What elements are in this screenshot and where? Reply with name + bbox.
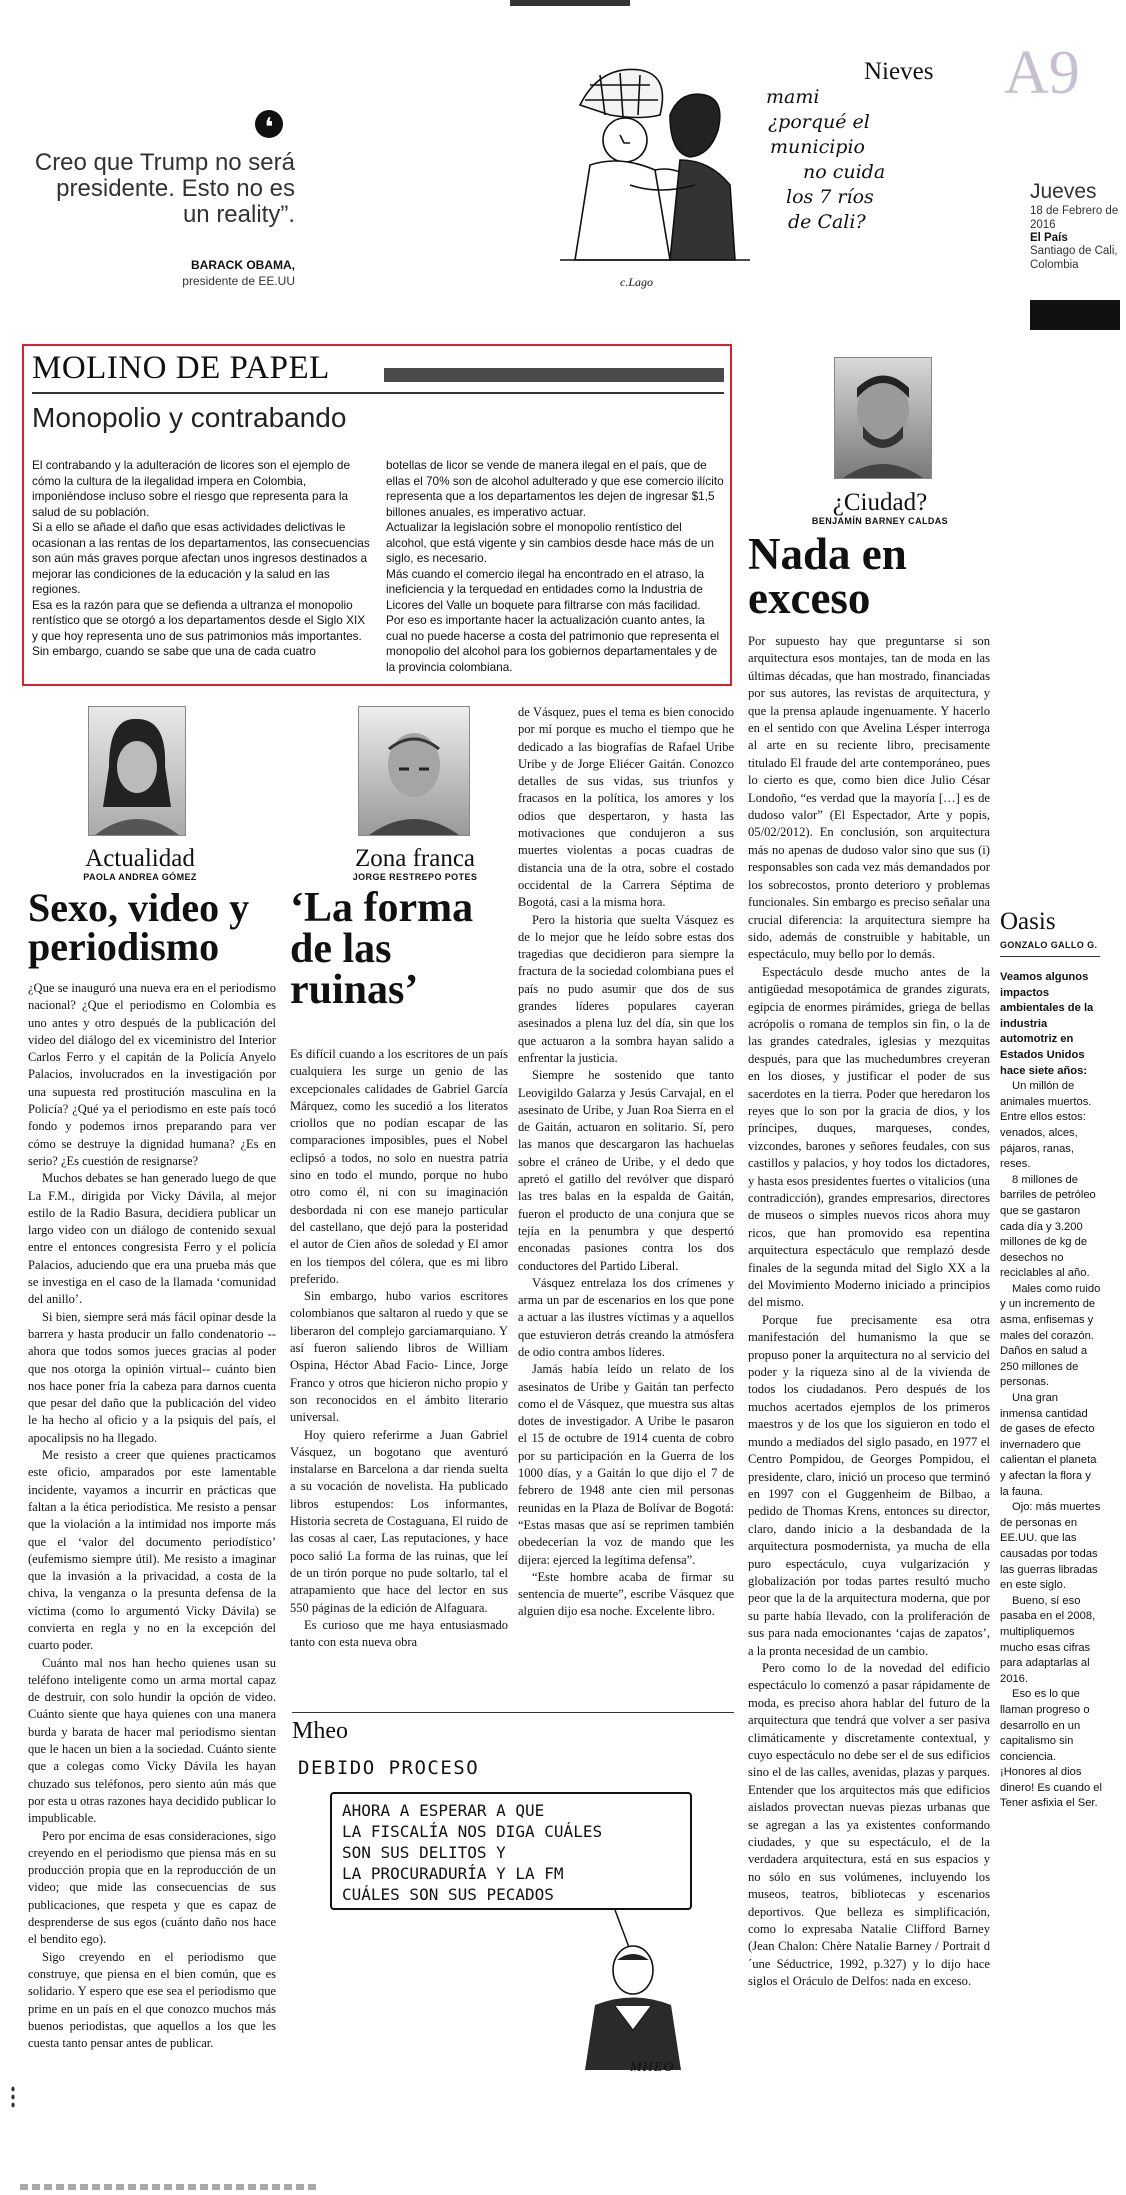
caption-line: ¿porqué el [768, 111, 870, 133]
author-photo-restrepo [358, 706, 470, 836]
portrait-sketch [835, 358, 931, 478]
editorial-headline: Monopolio y contrabando [32, 402, 347, 433]
editorial-paragraph: Si a ello se añade el daño que esas actividades delictivas le ocasionan a las rentas de los departamentos, las consecuencias son aún más graves porque afectan unos ingresos destinados a mejorar las condiciones de la educación y la salud en las regiones. [32, 520, 370, 596]
editorial-column-2 [386, 458, 724, 675]
date-block [1030, 180, 1125, 272]
balloon-line: LA PROCURADURÍA Y LA FM [342, 1864, 564, 1883]
article-paragraph: Hoy quiero referirme a Juan Gabriel Vásquez, un bogotano que aventuró instalarse en Barcelona a dar rienda suelta a su vocación de novelista. Ha publicado libros estupendos: Los informantes, Historia secreta de Costaguana, El ruido de las cosas al caer, Las reputaciones, y hace poco salió La forma de las ruinas, que leí de un tirón porque no pude soltarlo, tal el atrapamiento que hace del lector en sus 550 páginas de la edición de Alfaguara. [290, 1427, 508, 1615]
page-edge-dots [10, 2085, 16, 2109]
headline-la-forma-de-las-ruinas: ‘La forma de las ruinas’ [290, 885, 474, 1014]
article-paragraph: Siempre he sostenido que tanto Leovigildo Galarza y Jesús Carvajal, en el asesinato de Uribe, y Juan Roa Sierra en el de Gaitán, actuaron en solitario. Sí, pero las manos que descargaron las hachuelas sobre el cráneo de Uribe, y el dedo que apretó el gatillo del revólver que disparó las tres balas en la espalda de Gaitán, fueron el producto de una conjura que se tejía en la penumbra y que despertó enconadas pasiones contra los dos conductores del Partido Liberal. [518, 1068, 734, 1273]
article-paragraph: Por supuesto hay que preguntarse si son arquitectura esos montajes, tan de moda en las últimas décadas, que han mostrado, financiadas por sus autores, las revistas de arquitectura, y que la prensa aplaude ingenuamente. Y hacerlo en el sentido con que Avelina Lésper interroga al arte en su reciente libro, precisamente titulado El fraude del arte contemporáneo, pues lo cierto es que, como bien dice Julio César Londoño, “es verdad que la mayoría […] es de dudoso valor” (El Espectador, Arte y popis, 05/02/2012). En conclusión, son arquitectura más no apenas de dudoso valor sino que sus (i) responsables son cada vez más demandados por los sobrecostos, pronto deterioro y problemas funcionales. Sin embargo es preciso señalar una crucial diferencia: la arquitectura siempre ha sido, además de construible y habitable, un espectáculo, muy bello por lo demás. [748, 634, 990, 962]
caption-line: de Cali? [788, 211, 866, 233]
article-paragraph: Cuánto mal nos han hecho quienes usan su teléfono inteligente como un arma mortal capaz de destruir, con solo hundir la opción de video. Cuánto siente que haya quienes con una manera burda y barata de hacer mal periodismo sientan que le hacen un bien a la sociedad. Cuánto siente que a colegas como Vicky Dávila les hayan chuzado sus teléfonos, pero siento aún más que por esta u otras razones haya decidido publicar lo impublicable. [28, 1655, 276, 1826]
caption-line: los 7 ríos [786, 186, 874, 208]
quote-mark-icon: ❛ [255, 110, 283, 138]
oasis-paragraph: Males como ruido y un incremento de asma, enfisemas y males del corazón. Daños en salud a 250 millones de personas. [1000, 1282, 1101, 1389]
article-paragraph: Es difícil cuando a los escritores de un país cualquiera les surge un genio de las excepcionales calidades de Gabriel García Márquez, como les sucedió a los literatos criollos que no podían escapar de las comparaciones imposibles, pues el Nobel eclipsó a todos, no solo en nuestra patria sino en todo el mundo, porque no hubo otro como él, ni con su imaginación desbordada ni con ese manejo particular del castellano, que dejó para la posteridad el autor de Cien años de soledad y El amor en los tiempos del cólera, que es mi libro preferido. [290, 1047, 508, 1286]
headline-sexo-video-periodismo: Sexo, video y periodismo [28, 885, 250, 970]
author-photo-barney [834, 357, 932, 479]
author-name-restrepo: JORGE RESTREPO POTES [352, 872, 478, 882]
cartoon-caption [748, 85, 898, 235]
article-paragraph: Sin embargo, hubo varios escritores colombianos que saltaron al ruedo y que se liberaron del complejo garciamarquiano. Y así fueron saliendo libros de William Ospina, Héctor Abad Facio- Lince, Jorge Franco y otros que hicieron nicho propio y son reconocidos en el ámbito literario universal. [290, 1289, 508, 1425]
mheo-speech-balloon [330, 1792, 692, 1910]
article-body-ciudad [748, 633, 990, 1991]
headline-nada-en-exceso: Nada en exceso [748, 529, 907, 624]
balloon-line: SON SUS DELITOS Y [342, 1843, 506, 1862]
mheo-title: DEBIDO PROCESO [298, 1757, 480, 1779]
article-paragraph: de Vásquez, pues el tema es bien conocido por mí porque es mucho el tiempo que he dedicado a las biografías de Rafael Uribe Uribe y de Jorge Eliécer Gaitán. Conozco detalles de sus vidas, sus triunfos y fracasos en la política, los amores y los odios que despertaron, y hasta las motivaciones que condujeron a sus muertes violentas a pocas cuadras de distancia una de la otra, sobre el costado occidental de la Carrera Séptima de Bogotá, casi a la misma hora. [518, 705, 734, 910]
mheo-figure [555, 1910, 705, 2070]
date: 18 de Febrero de 2016 [1030, 205, 1119, 231]
author-name-barney: BENJAMÍN BARNEY CALDAS [811, 516, 949, 526]
editorial-paragraph: Esa es la razón para que se defienda a ultranza el monopolio rentístico que se otorgó a los departamentos desde el Siglo XIX y que hoy representa uno de sus patrimonios más importantes. [32, 597, 366, 643]
oasis-paragraph: Eso es lo que llaman progreso o desarrollo en un capitalismo sin conciencia. ¡Honores al dios dinero! Es cuando el Tener asfixia el Ser. [1000, 1688, 1102, 1810]
oasis-paragraph: 8 millones de barriles de petróleo que se gastaron cada día y 3.200 millones de kg de desechos no reciclables al año. [1000, 1173, 1096, 1280]
quote-author: BARACK OBAMA, [191, 258, 295, 272]
caption-line: municipio [770, 136, 865, 158]
location: Santiago de Cali, Colombia [1030, 245, 1118, 271]
page-number: A9 [1004, 39, 1080, 107]
editorial-paragraph: Sin embargo, cuando se sabe que una de cada cuatro [32, 644, 316, 658]
editorial-title-bar [384, 368, 724, 382]
oasis-lead: Veamos algunos impactos ambientales de la industria automotriz en Estados Unidos hace siete años: [1000, 971, 1094, 1077]
mheo-rule [292, 1712, 734, 1713]
editorial-paragraph: El contrabando y la adulteración de licores son el ejemplo de cómo la cultura de la ilegalidad impera en Colombia, imponiéndose incluso sobre el riesgo que representa para la salud de su población. [32, 458, 351, 519]
article-paragraph: Es curioso que me haya entusiasmado tanto con esta nueva obra [290, 1617, 508, 1650]
article-paragraph: Pero la historia que suelta Vásquez es de lo mejor que he leído sobre estas dos tragedias que decidieron para siempre la fractura de la sociedad colombiana pues el país no pudo asumir que dos de sus grandes líderes populares cayeran asesinados a plena luz del día, sin que los que actuaron a la sombra hayan salido a enfrentar la justicia. [518, 912, 734, 1065]
cartoon-figure-drawing [555, 1910, 705, 2070]
article-body-zona-franca [290, 1046, 508, 1651]
editorial-underline [32, 392, 724, 394]
oasis-author: GONZALO GALLO G. [1000, 940, 1098, 950]
caption-line: mami [766, 86, 820, 108]
cropped-heading-fragment [510, 0, 630, 6]
author-photo-gomez [88, 706, 186, 836]
portrait-sketch [89, 707, 185, 835]
editorial-paragraph: botellas de licor se vende de manera ilegal en el país, que de ellas el 70% son de alcohol adulterado y que ese comercio ilícito representa que a los departamentos les dejen de ingresar $1,5 billones anuales, es imperativo actuar. [386, 458, 724, 519]
balloon-line: AHORA A ESPERAR A QUE [342, 1801, 545, 1820]
publication-name: El País [1030, 232, 1068, 244]
editorial-paragraph: Por eso es importante hacer la actualización cuanto antes, la cual no puede hacerse a costa del patrimonio que representa el monopolio del alcohol para los gobiernos departamentales y de la provincia colombiana. [386, 613, 720, 674]
editorial-column-1 [32, 458, 370, 660]
author-name-gomez: PAOLA ANDREA GÓMEZ [83, 872, 197, 882]
column-name-ciudad: ¿Ciudad? [832, 489, 928, 516]
mheo-signature: MHEO [630, 2060, 675, 2075]
oasis-paragraph: Una gran inmensa cantidad de gases de efecto invernadero que calientan el planeta y afectan la flora y la fauna. [1000, 1392, 1097, 1498]
article-paragraph: Vásquez entrelaza los dos crímenes y arma un par de escenarios en los que pone a actuar a las ilustres víctimas y a aquellos que estuvieron detrás creando la atmósfera de odio contra ambos líderes. [518, 1275, 734, 1359]
oasis-body [1000, 970, 1102, 1812]
quote-author-role: presidente de EE.UU [182, 274, 295, 288]
weekday: Jueves [1030, 180, 1097, 203]
column-name-zona-franca: Zona franca [354, 845, 476, 872]
caption-line: no cuida [803, 161, 886, 183]
article-paragraph: Me resisto a creer que quienes practicamos este oficio, amparados por este lamentable incidente, vayamos a incurrir en prácticas que faltan a la ética periodística. Me resisto a pensar que la violación a la intimidad nos importe más que el ‘valor del documento periodístico’ (eufemismo siempre útil). Me resisto a imaginar que la invasión a la privacidad, a costa de la chiva, la venganza o la presunta defensa de la víctima (como lo argumentó Vicky Dávila) se convierta en regla y no en la excepción del cuarto poder. [28, 1448, 276, 1653]
oasis-paragraph: Bueno, sí eso pasaba en el 2008, multipliquemos mucho esas cifras para adaptarlas al 2016. [1000, 1594, 1096, 1685]
article-body-actualidad [28, 980, 276, 2052]
article-paragraph: Porque fue precisamente esa otra manifestación del humanismo la que se propuso poner la arquitectura no al servicio del poder y la riqueza sino al de la vivienda de todos los ciudadanos. Pero después de los muchos acertados ejemplos de los primeros maestros y de los que los siguieron en todo el mundo a mediados del siglo pasado, en 1977 el Centro Pompidou, de Georges Pompidou, el presidente, claro, inició un proceso que terminó en 1997 con el Guggenheim de Bilbao, a pedido de Thomas Krens, entonces su director, claro, dando inicio a la desbandada de la arquitectura posmodernista, ya mucha de ella puro espectáculo, cuya vulgarización y globalización por todas partes resultó mucho peor que la de la arquitectura moderna, que por su parte había llevado, con la proliferación de sus para nada emocionantes ‘cajas de zapatos’, a la pronta necesidad de un cambio. [748, 1312, 990, 1658]
oasis-rule [1000, 956, 1100, 957]
article-body-zona-franca-continued [518, 704, 734, 1621]
balloon-line: LA FISCALÍA NOS DIGA CUÁLES [342, 1822, 603, 1841]
top-cartoon [520, 45, 900, 307]
article-paragraph: Pero como lo de la novedad del edificio espectáculo lo comenzó a pasar rápidamente de moda, es preciso ahora hablar del futuro de la arquitectura que tendrá que volver a ser pasiva climáticamente y discretamente contextual, y cuyo espectáculo no debe ser el de sus edificios sino el de las calles, avenidas, plazas y parques. Entender que los arquitectos más que edificios aislados provectan nuevas piezas urbanas que se agregan a las ya existentes conformando ciudades, y que su espectáculo, el de la verdadera arquitectura, está en sus espacios y no sólo en sus volúmenes, incluyendo los museos, teatros, bibliotecas y escenarios deportivos. Que belleza es simplificación, como lo expresaba Natalie Clifford Barney (Jean Chalon: Chère Natalie Barney / Portrait d´une Séductrice, 1992, p.327) y lo dijo hace siglos el Oráculo de Delfos: nada en exceso. [748, 1660, 990, 1989]
article-paragraph: Si bien, siempre será más fácil opinar desde la barrera y hasta producir un fallo condenatorio --ahora que todos somos jueces gracias al poder que nos otorga la opinión virtual-- cuánto bien nos hace poner fría la cabeza para darnos cuenta que pesar del daño que la publicación del video le ha hecho al oficio y a la psiquis del país, el apocalipsis no ha llegado. [28, 1309, 276, 1445]
article-paragraph: “Este hombre acaba de firmar su sentencia de muerte”, escribe Vásquez que alguien dijo esa noche. Excelente libro. [518, 1569, 734, 1619]
masthead-black-bar [1030, 300, 1120, 330]
top-cropped-strip [0, 0, 1126, 14]
editorial-section-title: MOLINO DE PAPEL [32, 350, 330, 386]
oasis-paragraph: Ojo: más muertes de personas en EE.UU. que las causadas por todas las guerras libradas en este siglo. [1000, 1501, 1101, 1592]
editorial-paragraph: Más cuando el comercio ilegal ha encontrado en el atraso, la ineficiencia y la terquedad en entidades como la Industria de Licores del Valle un boquete para filtrarse con más facilidad. [386, 566, 705, 612]
article-paragraph: Jamás había leído un relato de los asesinatos de Uribe y Gaitán tan perfecto como el de Vásquez, que muestra sus altas dotes de investigador. A Uribe le pasaron el 15 de octubre de 1914 cuenta de cobro por su participación en la Guerra de los 1000 días, y a Gaitán lo que dijo el 7 de febrero de 1948 ante cien mil personas reunidas en la Plaza de Bolívar de Bogotá: “Estas masas que así se reprimen también obedecerían la voz de mando que les dijera: ejerced la legítima defensa”. [518, 1362, 734, 1567]
bottom-cropped-strip [20, 2184, 320, 2190]
article-paragraph: Muchos debates se han generado luego de que La F.M., dirigida por Vicky Dávila, al mejor estilo de la Radio Basura, decidiera publicar un largo video con un diálogo de contenido sexual entre el entonces congresista Ferro y el policía Palacios, aduciendo que era una prueba más que se investiga en el caso de la llamada ‘comunidad del anillo’. [28, 1171, 276, 1307]
oasis-column-name: Oasis [1000, 908, 1056, 935]
article-paragraph: ¿Que se inauguró una nueva era en el periodismo nacional? ¿Que el periodismo en Colombia es uno antes y otro después de la publicación del video del diálogo del ex viceministro del Interior Carlos Ferro y el capitán de la Policía Anyelo Palacios, involucrados en la investigación por una supuesta red prostitución masculina en la Policía? ¿Qué ya el periodismo en este país tocó fondo y podemos irnos preparando para ver cómo se destruye la dignidad humana? ¿Es en serio? ¿Es cuestión de resignarse? [28, 981, 276, 1168]
oasis-paragraph: Un millón de animales muertos. Entre ellos estos: venados, alces, pájaros, ranas, reses. [1000, 1080, 1092, 1171]
quote-text: Creo que Trump no será presidente. Esto no es un reality”. [34, 149, 295, 228]
editorial-paragraph: Actualizar la legislación sobre el monopolio rentístico del alcohol, que está vigente y sin cambios desde hace más de un siglo, es necesario. [386, 520, 714, 565]
mheo-column-name: Mheo [292, 1718, 348, 1744]
editorial-box [22, 344, 732, 686]
balloon-line: CUÁLES SON SUS PECADOS [342, 1885, 554, 1904]
article-paragraph: Sigo creyendo en el periodismo que construye, que piensa en el bien común, que es solidario. Y espero que ese sea el periodismo que prime en un país en el que conozco muchos más buenos periodistas, que aquellos a los que les cuesta tanto pensar antes de publicar. [28, 1949, 276, 2051]
article-paragraph: Espectáculo desde mucho antes de la antigüedad mesopotámica de grandes zigurats, egipcia de enormes pirámides, griega de bellas acrópolis o romana de templos sin fin, o la de las grandes catedrales, iglesias y mezquitas después, para que las muchedumbres creyeran en los dioses, y justificar el poder de sus sacerdotes en la tierra. Poder que heredaron los reyes que lo son por la gracia de dios, y los príncipes, duques, marqueses, condes, vizcondes, barones y señores feudales, con sus castillos y palacios, y hoy todos los dictadores, y hasta esos presidentes fuertes o vitalicios (una contradicción), grandes empresarios, directores de museos o simples nuevos ricos ahora muy ricos, que han promovido esa repentina arquitectura espectáculo que remplazó desde finales de la segunda mitad del Siglo XX a la del Movimiento Moderno iniciado a principios del mismo. [748, 964, 990, 1310]
section-label: Nieves [864, 58, 934, 85]
column-name-actualidad: Actualidad [85, 845, 195, 872]
article-paragraph: Pero por encima de esas consideraciones, sigo creyendo en el periodismo que piensa más en su producción propia que en la reproducción de un video; que mide las consecuencias de sus publicaciones, que respeta y que es capaz de desprenderse de sus egos (cuánto daño nos hace el bendito ego). [28, 1828, 276, 1947]
portrait-sketch [359, 707, 469, 835]
cartoon-signature: c.Lago [620, 275, 653, 289]
